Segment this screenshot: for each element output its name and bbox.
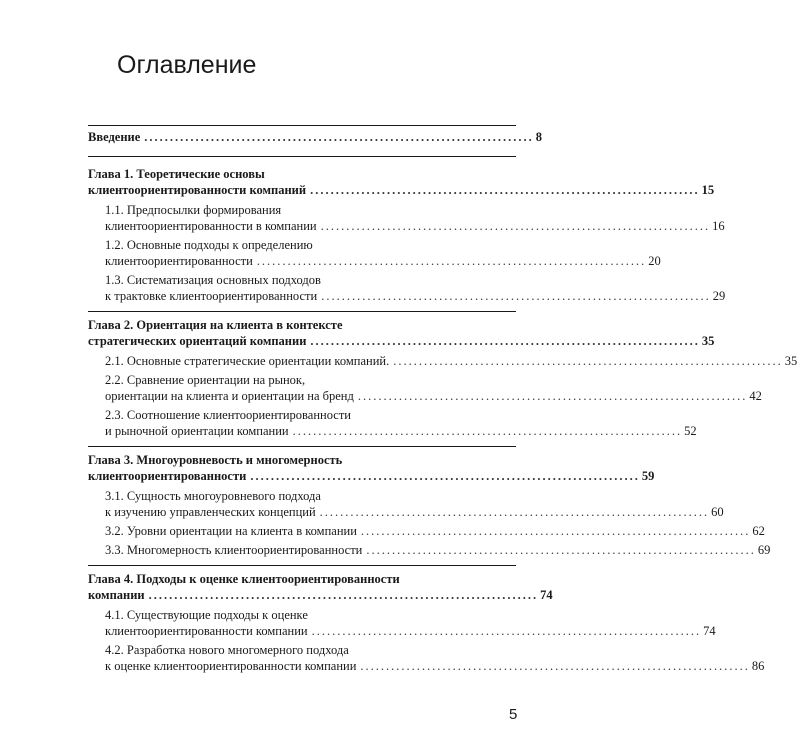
entry-title-line-1: 1.3. Систематизация основных подходов [105, 273, 321, 287]
toc-title: Оглавление [117, 51, 257, 79]
entry-title-line-2: клиентоориентированности в компании [105, 219, 317, 233]
leader-dots: ............................................................................ [311, 624, 702, 638]
entry-title-line-1: Глава 3. Многоуровневость и многомерность [88, 453, 343, 467]
entry-page: 74 [540, 588, 553, 602]
entry-title: 3.3. Многомерность клиентоориентированности [105, 543, 363, 557]
entry-title-line-2: клиентоориентированности компаний [88, 183, 307, 197]
entry-title-line-2: стратегических ориентаций компании [88, 334, 307, 348]
entry-title-line-1: Глава 1. Теоретические основы [88, 167, 265, 181]
leader-dots: ............................................................................ [256, 254, 647, 268]
section-rule [88, 446, 516, 447]
entry-page: 62 [752, 524, 765, 538]
toc-entry-chapter-3[interactable] [88, 452, 655, 484]
leader-dots: ............................................................................ [360, 659, 750, 673]
entry-page: 42 [749, 389, 762, 403]
entry-page: 52 [684, 424, 697, 438]
table-of-contents [88, 125, 797, 674]
toc-entry-4-2[interactable] [88, 642, 765, 674]
leader-dots: ............................................................................ [292, 424, 683, 438]
leader-dots: ............................................................................ [310, 334, 700, 348]
entry-title-line-1: 4.1. Существующие подходы к оценке [105, 608, 308, 622]
leader-dots: ............................................................................ [319, 505, 710, 519]
entry-title-line-2: клиентоориентированности [88, 469, 247, 483]
entry-title-line-2: к оценке клиентоориентированности компании [105, 659, 357, 673]
toc-entry-1-1[interactable] [88, 202, 725, 234]
entry-title: Введение [88, 130, 141, 144]
toc-entry-1-2[interactable] [88, 237, 661, 269]
entry-title-line-1: 3.1. Сущность многоуровневого подхода [105, 489, 321, 503]
toc-entry-chapter-2[interactable] [88, 317, 715, 349]
toc-entry-4-1[interactable] [88, 607, 716, 639]
leader-dots: ............................................................................ [320, 219, 711, 233]
page-number: 5 [509, 706, 518, 723]
leader-dots: ............................................................................ [310, 183, 700, 197]
entry-page: 20 [648, 254, 661, 268]
toc-entry-chapter-1[interactable] [88, 166, 715, 198]
toc-entry-3-3[interactable] [88, 542, 771, 558]
leader-dots: ............................................................................ [144, 130, 534, 144]
entry-title-line-2: и рыночной ориентации компании [105, 424, 289, 438]
entry-title-line-2: компании [88, 588, 145, 602]
entry-title-line-1: 1.2. Основные подходы к определению [105, 238, 313, 252]
section-rule [88, 565, 516, 566]
toc-entry-2-1[interactable] [88, 353, 797, 369]
section-rule [88, 311, 516, 312]
entry-title-line-1: 2.2. Сравнение ориентации на рынок, [105, 373, 306, 387]
section-rule [88, 156, 516, 157]
entry-title-line-2: ориентации на клиента и ориентации на бренд [105, 389, 354, 403]
leader-dots: ............................................................................ [360, 524, 751, 538]
entry-title-line-1: 4.2. Разработка нового многомерного подхода [105, 643, 349, 657]
entry-page: 8 [535, 130, 543, 144]
entry-title-line-1: 2.3. Соотношение клиентоориентированности [105, 408, 351, 422]
entry-page: 60 [711, 505, 724, 519]
toc-entry-chapter-4[interactable] [88, 571, 553, 603]
toc-entry-2-2[interactable] [88, 372, 762, 404]
toc-entry-2-3[interactable] [88, 407, 697, 439]
entry-title: 3.2. Уровни ориентации на клиента в компании [105, 524, 357, 538]
leader-dots: ............................................................................ [250, 469, 640, 483]
entry-page: 35 [784, 354, 797, 368]
leader-dots: ............................................................................ [393, 354, 783, 368]
entry-title-line-1: Глава 2. Ориентация на клиента в контексте [88, 318, 343, 332]
entry-page: 74 [703, 624, 716, 638]
leader-dots: ............................................................................ [366, 543, 756, 557]
entry-page: 86 [751, 659, 765, 673]
top-rule [88, 125, 516, 126]
entry-page: 29 [712, 289, 726, 303]
leader-dots: ............................................................................ [148, 588, 539, 602]
entry-page: 15 [701, 183, 715, 197]
entry-page: 16 [712, 219, 725, 233]
leader-dots: ............................................................................ [321, 289, 711, 303]
entry-page: 59 [641, 469, 655, 483]
toc-entry-3-2[interactable] [88, 523, 765, 539]
entry-title-line-2: к изучению управленческих концепций [105, 505, 316, 519]
leader-dots: ............................................................................ [357, 389, 748, 403]
toc-entry-3-1[interactable] [88, 488, 724, 520]
toc-entry-1-3[interactable] [88, 272, 726, 304]
entry-page: 69 [757, 543, 771, 557]
entry-title-line-2: клиентоориентированности [105, 254, 253, 268]
entry-page: 35 [701, 334, 715, 348]
toc-entry-intro[interactable] [88, 129, 543, 145]
entry-title-line-1: Глава 4. Подходы к оценке клиентоориентированности [88, 572, 400, 586]
entry-title-line-1: 1.1. Предпосылки формирования [105, 203, 282, 217]
entry-title-line-2: к трактовке клиентоориентированности [105, 289, 318, 303]
entry-title-line-2: клиентоориентированности компании [105, 624, 308, 638]
entry-title: 2.1. Основные стратегические ориентации компаний. [105, 354, 390, 368]
